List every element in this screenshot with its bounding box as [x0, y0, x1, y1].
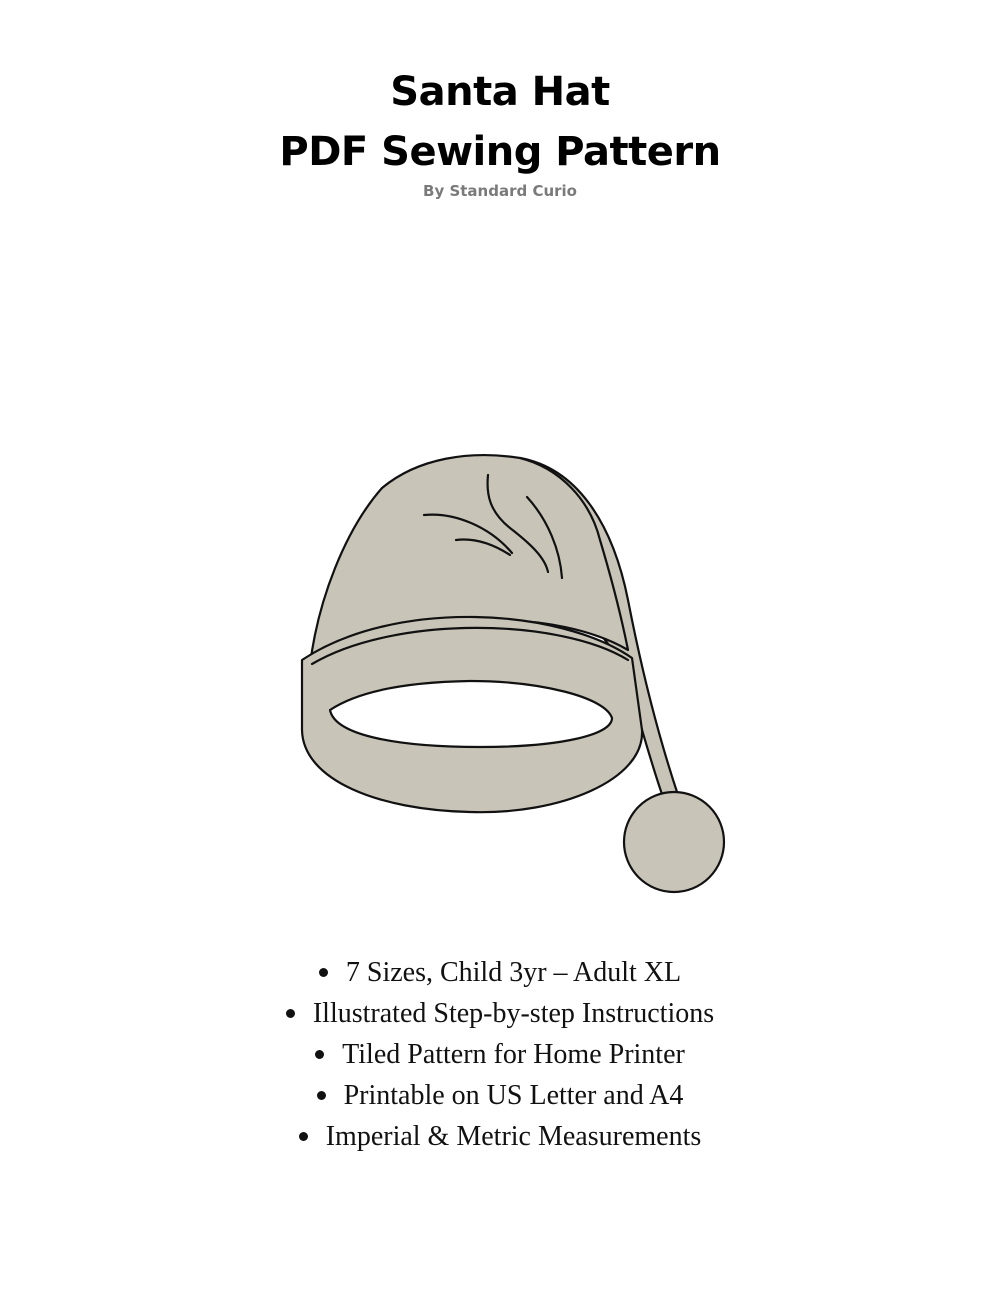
bullet-icon — [317, 1091, 326, 1100]
feature-text: Printable on US Letter and A4 — [343, 1080, 684, 1111]
feature-item — [0, 1116, 1000, 1157]
feature-text: 7 Sizes, Child 3yr – Adult XL — [345, 957, 682, 988]
bullet-icon — [299, 1132, 308, 1141]
feature-text: Tiled Pattern for Home Printer — [342, 1039, 685, 1070]
feature-item — [0, 993, 1000, 1034]
bullet-icon — [286, 1009, 295, 1018]
title-line-1: Santa Hat — [390, 69, 610, 115]
feature-item — [0, 952, 1000, 993]
title-line-2: PDF Sewing Pattern — [279, 129, 721, 175]
feature-list — [0, 952, 1000, 1157]
pom-pom — [624, 792, 724, 892]
author-byline: By Standard Curio — [423, 182, 577, 200]
feature-text: Imperial & Metric Measurements — [325, 1121, 702, 1152]
feature-item — [0, 1034, 1000, 1075]
bullet-icon — [315, 1050, 324, 1059]
feature-item — [0, 1075, 1000, 1116]
santa-hat-icon — [295, 450, 735, 900]
bullet-icon — [319, 968, 328, 977]
feature-text: Illustrated Step-by-step Instructions — [312, 998, 715, 1029]
